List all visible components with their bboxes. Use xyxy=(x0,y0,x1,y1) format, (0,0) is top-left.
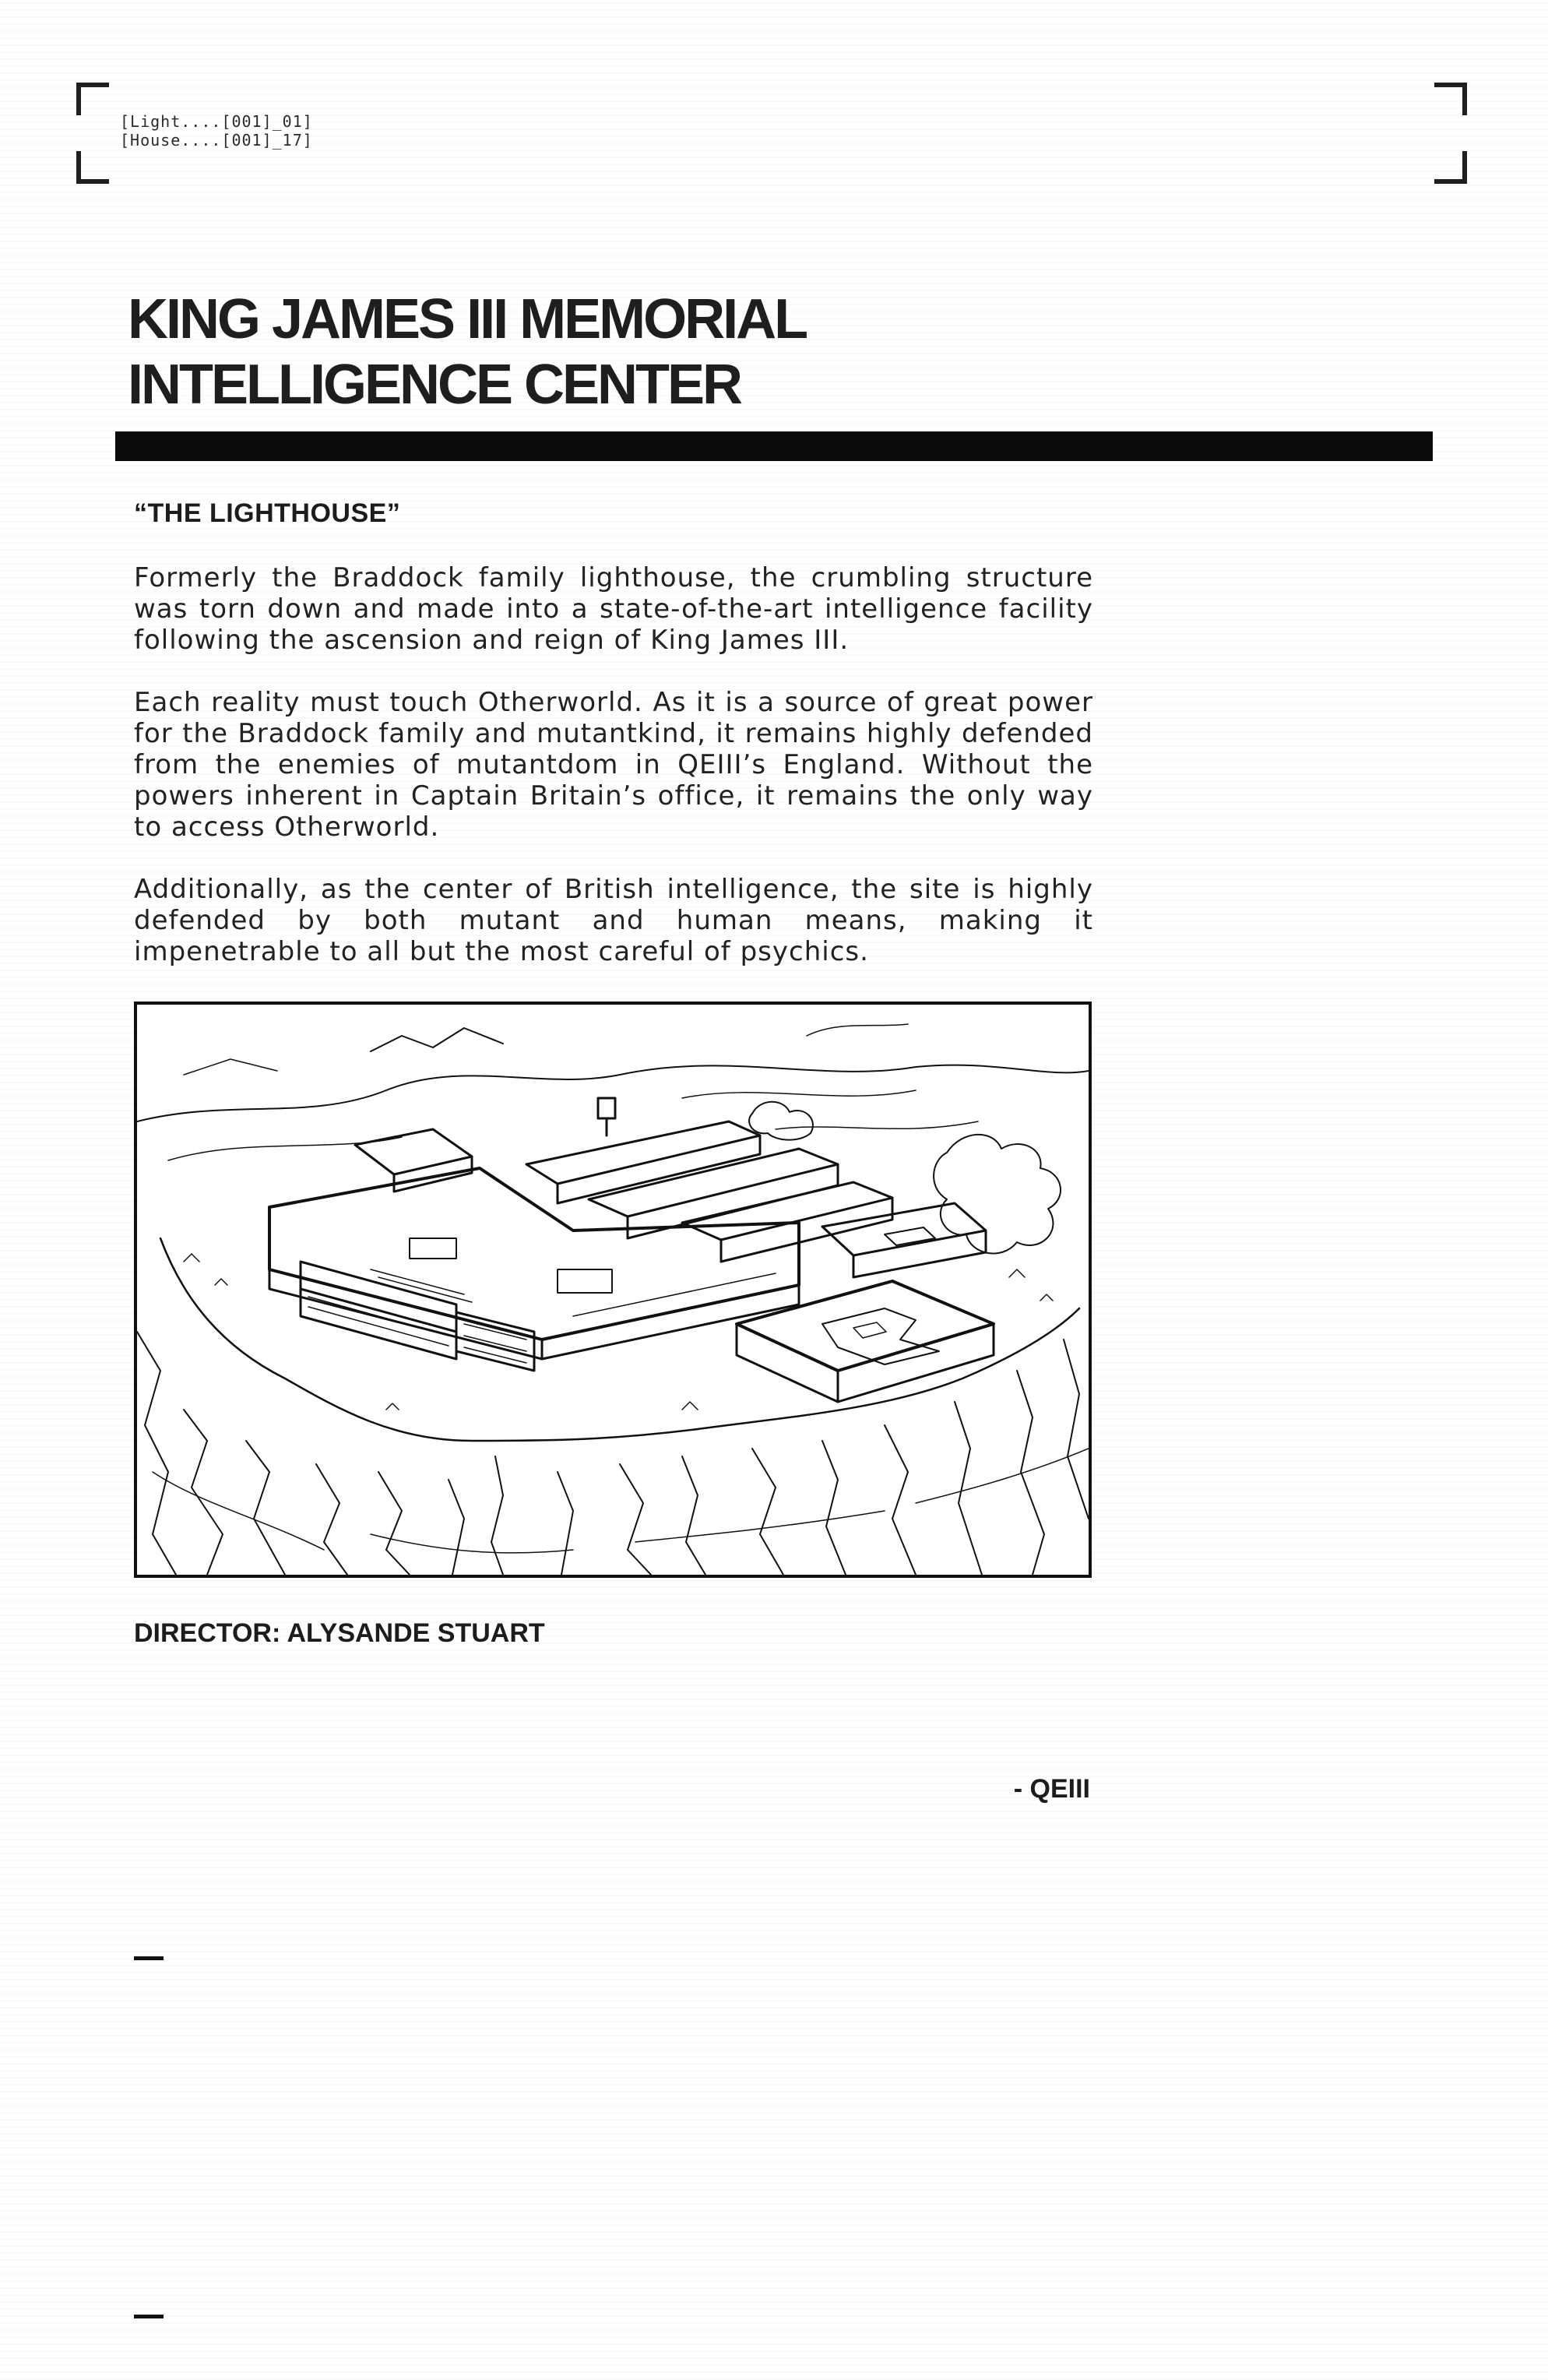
reference-code-light: [Light....[001]_01] xyxy=(120,112,313,131)
facility-illustration xyxy=(134,1002,1092,1578)
page-title xyxy=(128,287,806,417)
corner-bracket-bottom-left xyxy=(76,151,109,184)
page-marker-dash xyxy=(134,1956,164,1960)
page-title-line-1: KING JAMES III MEMORIAL xyxy=(128,288,807,350)
title-divider-bar xyxy=(115,431,1433,461)
page-title-line-2: INTELLIGENCE CENTER xyxy=(128,354,741,416)
director-label: DIRECTOR: ALYSANDE STUART xyxy=(134,1618,545,1648)
corner-bracket-top-left xyxy=(76,83,109,115)
body-paragraph-3: Additionally, as the center of British intelligence, the site is highly defended by both mutant and human means, making it impenetrable to all but the most careful of psychics. xyxy=(134,874,1093,967)
page-marker-dash xyxy=(134,2315,164,2318)
corner-bracket-top-right xyxy=(1434,83,1467,115)
reference-code-house: [House....[001]_17] xyxy=(120,131,313,150)
body-paragraph-1: Formerly the Braddock family lighthouse, the crumbling structure was torn down and made into a state-of-the-art intelligence facility following the ascension and reign of King James III. xyxy=(134,562,1093,656)
body-paragraph-2: Each reality must touch Otherworld. As it is a source of great power for the Braddock family and mutantkind, it remains highly defended from the enemies of mutantdom in QEIII’s England. Without the powers inherent in Captain Britain’s office, it remains the only way to access Otherworld. xyxy=(134,687,1093,843)
section-subtitle: “THE LIGHTHOUSE” xyxy=(134,498,401,528)
corner-bracket-bottom-right xyxy=(1434,151,1467,184)
signature: - QEIII xyxy=(1013,1774,1090,1804)
